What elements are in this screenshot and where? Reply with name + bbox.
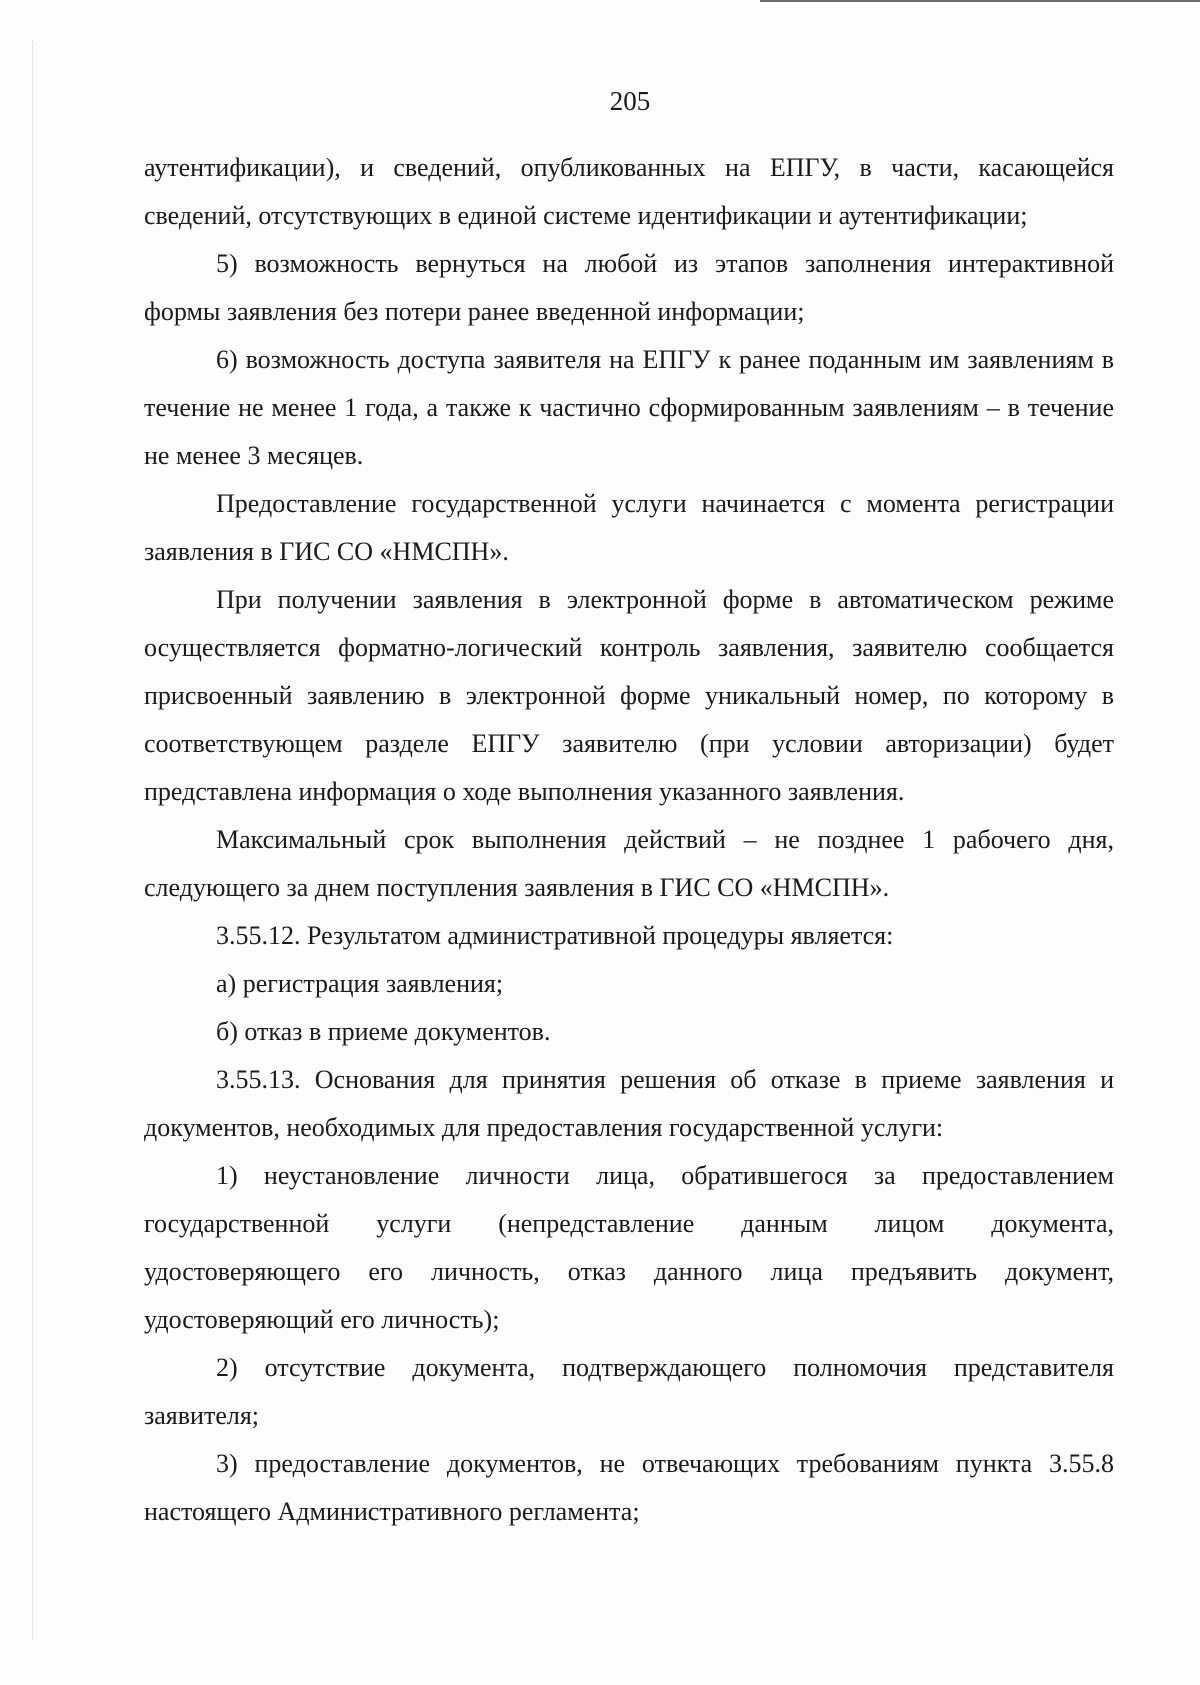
paragraph-3-55-13: 3.55.13. Основания для принятия решения об отказе в приеме заявления и документов, необходимых для предоставления государственной услуги: [144,1065,1114,1142]
paragraph-3-55-12: 3.55.12. Результатом административной процедуры является: [216,921,894,950]
paragraph-service-start: Предоставление государственной услуги начинается с момента регистрации заявления в ГИС СО «НМСПН». [144,489,1114,566]
paragraph-item-a: а) регистрация заявления; [216,969,504,998]
scan-edge-left [32,40,34,1640]
paragraph-reason-1: 1) неустановление личности лица, обратившегося за предоставлением государственной услуги (непредставление данным лицом документа, удостоверяющего его личность, отказ данного лица предъявить документ, удостоверяющий его личность); [144,1161,1114,1334]
paragraph-reason-3: 3) предоставление документов, не отвечающих требованиям пункта 3.55.8 настоящего Административного регламента; [144,1449,1114,1526]
paragraph-reason-2: 2) отсутствие документа, подтверждающего полномочия представителя заявителя; [144,1353,1114,1430]
paragraph-item-6: 6) возможность доступа заявителя на ЕПГУ к ранее поданным им заявлениям в течение не менее 1 года, а также к частично сформированным заявлениям – в течение не менее 3 месяцев. [144,345,1114,470]
page-number: 205 [609,86,651,116]
paragraph-electronic-receipt: При получении заявления в электронной форме в автоматическом режиме осуществляется форматно-логический контроль заявления, заявителю сообщается присвоенный заявлению в электронной форме уникальный номер, по которому в соответствующем разделе ЕПГУ заявителю (при условии авторизации) будет представлена информация о ходе выполнения указанного заявления. [144,585,1114,806]
paragraph-item-b: б) отказ в приеме документов. [216,1017,551,1046]
paragraph-max-term: Максимальный срок выполнения действий – не позднее 1 рабочего дня, следующего за днем поступления заявления в ГИС СО «НМСПН». [144,825,1114,902]
paragraph-item-5: 5) возможность вернуться на любой из этапов заполнения интерактивной формы заявления без потери ранее введенной информации; [144,249,1114,326]
body-text [144,144,1114,1536]
paragraph-continuation: аутентификации), и сведений, опубликованных на ЕПГУ, в части, касающейся сведений, отсутствующих в единой системе идентификации и аутентификации; [144,153,1114,230]
scan-edge-top [760,0,1200,2]
